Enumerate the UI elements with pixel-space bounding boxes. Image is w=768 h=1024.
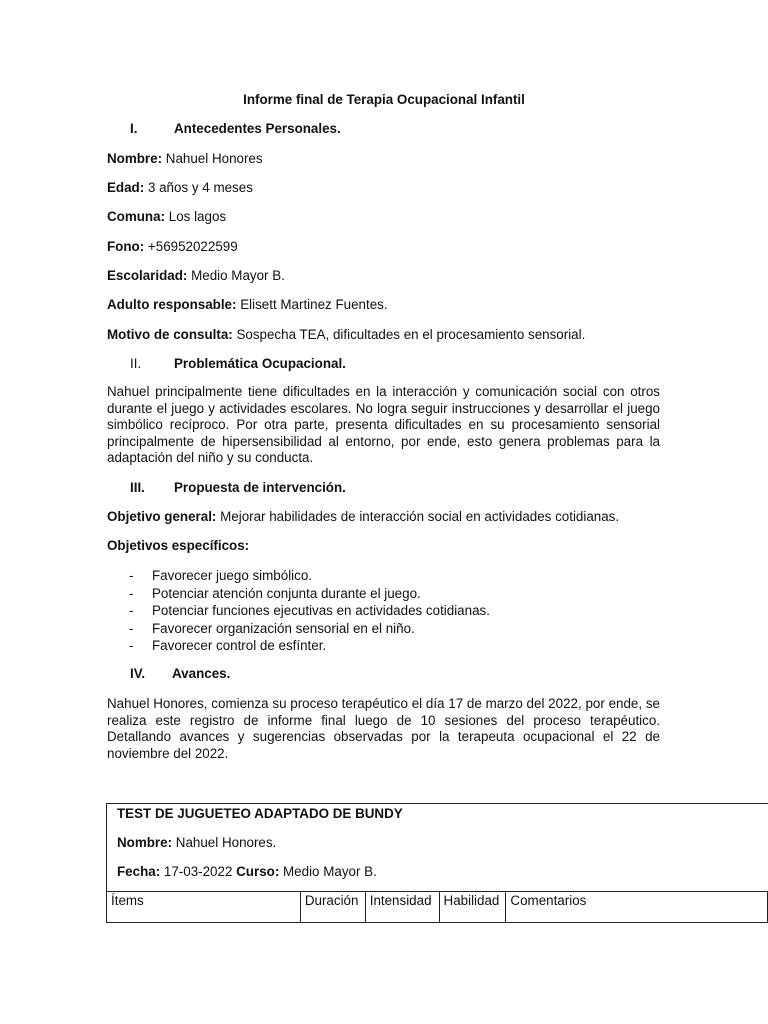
field-label: Fecha: xyxy=(117,864,161,879)
list-item: - Favorecer juego simbólico. xyxy=(107,567,490,585)
field-label: Adulto responsable: xyxy=(107,297,237,312)
field-value: Mejorar habilidades de interacción social en actividades cotidianas. xyxy=(220,509,620,524)
field-value: Los lagos xyxy=(168,209,227,224)
field-label: Escolaridad: xyxy=(107,268,188,283)
section-title: Avances. xyxy=(172,666,231,681)
field-label: Fono: xyxy=(107,239,145,254)
field-motivo-consulta xyxy=(107,327,585,342)
column-header-habilidad: Habilidad xyxy=(439,892,506,923)
field-comuna xyxy=(107,209,226,224)
problematica-paragraph: Nahuel principalmente tiene dificultades en la interacción y comunicación social con otros durante el juego y actividades escolares. No logra seguir instrucciones y desarrollar el juego simbólico recíproco. Por otra parte, presenta dificultades en su procesamiento sensorial principalmente de hipersensibilidad al entorno, por ende, esto genera problemas para la adaptación del niño y su conducta. xyxy=(107,384,660,465)
field-label: Motivo de consulta: xyxy=(107,327,233,342)
list-item: - Potenciar atención conjunta durante el juego. xyxy=(107,585,490,603)
field-label: Curso: xyxy=(236,864,280,879)
field-adulto-responsable xyxy=(107,297,388,312)
field-label: Objetivos específicos: xyxy=(107,538,250,553)
field-edad xyxy=(107,180,253,195)
field-label: Nombre: xyxy=(117,835,173,850)
objetivos-especificos-list xyxy=(107,567,490,655)
test-header-box xyxy=(106,803,768,892)
section-number: IV. xyxy=(130,666,146,681)
field-value: Elisett Martinez Fuentes. xyxy=(240,297,388,312)
section-number: II. xyxy=(130,356,142,371)
field-fono xyxy=(107,239,238,254)
section-number: III. xyxy=(130,480,145,495)
field-label: Comuna: xyxy=(107,209,166,224)
section-title: Antecedentes Personales. xyxy=(174,121,341,136)
test-nombre xyxy=(117,835,276,850)
column-header-intensidad: Intensidad xyxy=(365,892,439,923)
field-value: +56952022599 xyxy=(147,239,238,254)
field-escolaridad xyxy=(107,268,285,283)
section-number: I. xyxy=(130,121,138,136)
test-title: TEST DE JUGUETEO ADAPTADO DE BUNDY xyxy=(117,806,403,821)
field-label: Nombre: xyxy=(107,151,163,166)
field-value: Sospecha TEA, dificultades en el procesamiento sensorial. xyxy=(236,327,586,342)
avances-paragraph: Nahuel Honores, comienza su proceso terapéutico el día 17 de marzo del 2022, por ende, se realiza este registro de informe final luego de 10 sesiones del proceso terapéutico. Detallando avances y sugerencias observadas por la terapeuta ocupacional el 22 de noviembre del 2022. xyxy=(107,696,660,761)
column-header-duracion: Duración xyxy=(300,892,365,923)
objetivo-general xyxy=(107,509,619,524)
field-value: Nahuel Honores xyxy=(165,151,263,166)
field-value: Medio Mayor B. xyxy=(191,268,285,283)
table-header-row xyxy=(107,892,768,923)
section-title: Problemática Ocupacional. xyxy=(174,356,346,371)
test-fecha-curso xyxy=(117,864,377,879)
field-value: 17-03-2022 xyxy=(163,864,233,879)
list-item: - Potenciar funciones ejecutivas en actividades cotidianas. xyxy=(107,602,490,620)
column-header-items: Ítems xyxy=(107,892,301,923)
list-item: - Favorecer control de esfínter. xyxy=(107,637,490,655)
field-value: Nahuel Honores. xyxy=(175,835,277,850)
field-nombre xyxy=(107,151,263,166)
field-value: 3 años y 4 meses xyxy=(147,180,253,195)
column-header-comentarios: Comentarios xyxy=(506,892,768,923)
test-table xyxy=(106,891,768,923)
field-label: Objetivo general: xyxy=(107,509,217,524)
field-value: Medio Mayor B. xyxy=(283,864,377,879)
section-title: Propuesta de intervención. xyxy=(174,480,346,495)
objetivos-especificos-label xyxy=(107,538,249,553)
field-label: Edad: xyxy=(107,180,145,195)
document-title: Informe final de Terapia Ocupacional Infantil xyxy=(243,92,525,107)
list-item: - Favorecer organización sensorial en el niño. xyxy=(107,620,490,638)
